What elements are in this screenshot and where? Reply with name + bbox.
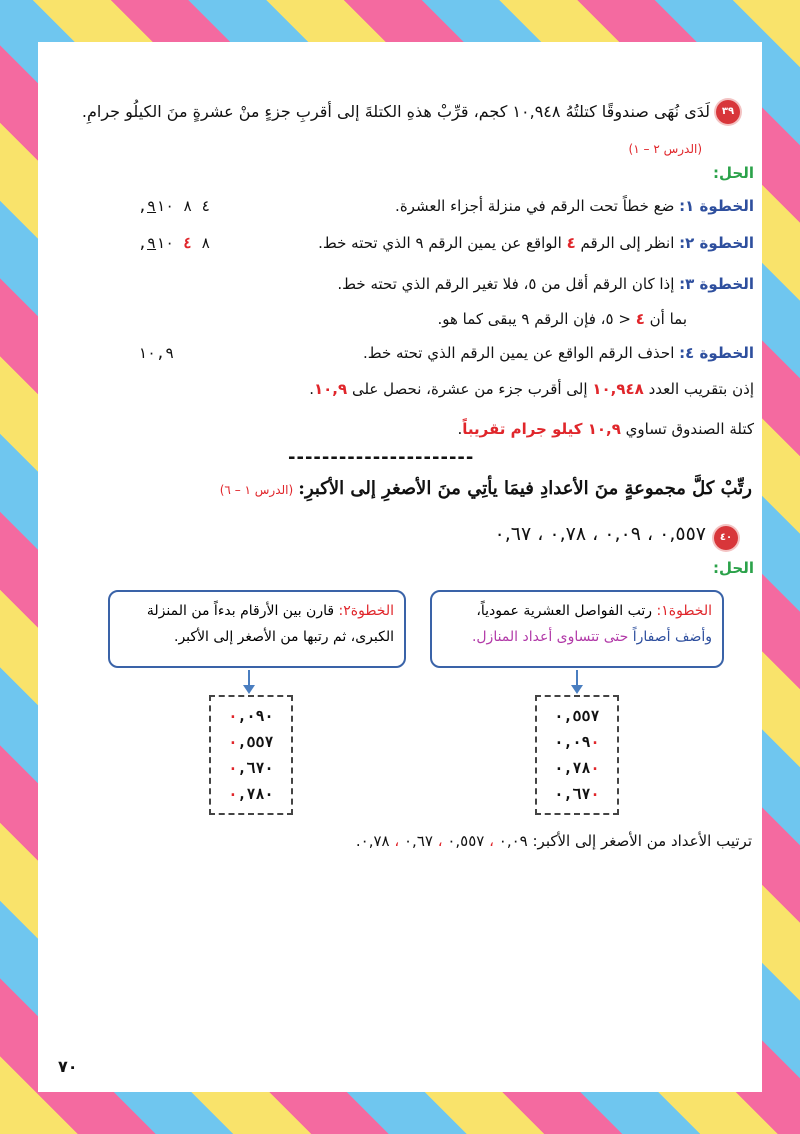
step-2: الخطوة ٢: انظر إلى الرقم ٤ الواقع عن يمين الرقم ٩ الذي تحته خط. xyxy=(318,234,754,252)
arrow-step-2 xyxy=(248,670,250,686)
solution-label-39: الحل: xyxy=(713,164,754,182)
problem-39-reference: (الدرس ٢ – ١) xyxy=(628,142,702,156)
ordering-answer: ترتيب الأعداد من الأصغر إلى الأكبر: ٠,٠٩ ، ٠,٥٥٧ ، ٠,٦٧ ، ٠,٧٨. xyxy=(355,832,752,850)
aligned-number: ٠,٧٨٠ xyxy=(554,759,600,777)
ordered-numbers-box xyxy=(209,695,293,815)
step-1-box: الخطوة١: رتب الفواصل العشرية عمودياً، وأضف أصفاراً حتى تتساوى أعداد المنازل. xyxy=(430,590,724,668)
aligned-numbers-box xyxy=(535,695,619,815)
final-answer-39: كتلة الصندوق تساوي ١٠,٩ كيلو جرام تقريباً. xyxy=(457,420,754,438)
work-number-2: ٨ ٤ ٩١٠, xyxy=(138,234,211,252)
step-3: الخطوة ٣: إذا كان الرقم أقل من ٥، فلا تغير الرقم الذي تحته خط. xyxy=(337,275,754,293)
aligned-number: ٠,٥٥٧ xyxy=(554,707,600,725)
ordered-number: ٠,٥٥٧ xyxy=(228,733,274,751)
section-title xyxy=(42,478,752,499)
ordered-number: ٠,٦٧٠ xyxy=(228,759,274,777)
problem-39-badge: ٣٩ xyxy=(716,100,740,124)
arrow-step-1 xyxy=(576,670,578,686)
ordered-number: ٠,٧٨٠ xyxy=(228,785,274,803)
problem-40-badge: ٤٠ xyxy=(714,526,738,550)
section-title-text: رتِّبْ كلَّ مجموعةٍ منَ الأعدادِ فيمَا يأتِي منَ الأصغرِ إلى الأكبرِ: xyxy=(298,478,752,499)
conclusion: إذن بتقريب العدد ١٠,٩٤٨ إلى أقرب جزء من عشرة، نحصل على ١٠,٩. xyxy=(309,380,754,398)
solution-label-40: الحل: xyxy=(713,559,754,577)
aligned-number: ٠,٦٧٠ xyxy=(554,785,600,803)
work-number-3: ١٠,٩ xyxy=(138,344,175,362)
step-4: الخطوة ٤: احذف الرقم الواقع عن يمين الرقم الذي تحته خط. xyxy=(363,344,754,362)
section-reference: (الدرس ١ – ٦) xyxy=(219,483,294,497)
step-1-text: ضع خطاً تحت الرقم في منزلة أجزاء العشرة. xyxy=(395,197,675,215)
problem-39-text: لَدَى نُهَى صندوقًا كتلتُهُ ١٠,٩٤٨ كجم، قرِّبْ هذهِ الكتلةَ إلى أقربِ جزءٍ منْ عشرةٍ منَ الكيلُو جرامِ. xyxy=(81,102,710,121)
step-3-line-2: بما أن ٤ < ٥، فإن الرقم ٩ يبقى كما هو. xyxy=(437,310,687,328)
divider: ---------------------- xyxy=(288,447,475,468)
aligned-number: ٠,٠٩٠ xyxy=(554,733,600,751)
page-number: ٧٠ xyxy=(58,1057,78,1076)
step-1-label: الخطوة ١: xyxy=(679,197,754,215)
worksheet-page xyxy=(38,42,762,1092)
ordered-number: ٠,٠٩٠ xyxy=(228,707,274,725)
problem-40-numbers: ٠,٥٥٧ ، ٠,٠٩ ، ٠,٧٨ ، ٠,٦٧ xyxy=(494,523,706,545)
step-2-box: الخطوة٢: قارن بين الأرقام بدءاً من المنزلة الكبرى، ثم رتبها من الأصغر إلى الأكبر. xyxy=(108,590,406,668)
work-number-1: ٤ ٨ ٩١٠, xyxy=(138,197,211,215)
